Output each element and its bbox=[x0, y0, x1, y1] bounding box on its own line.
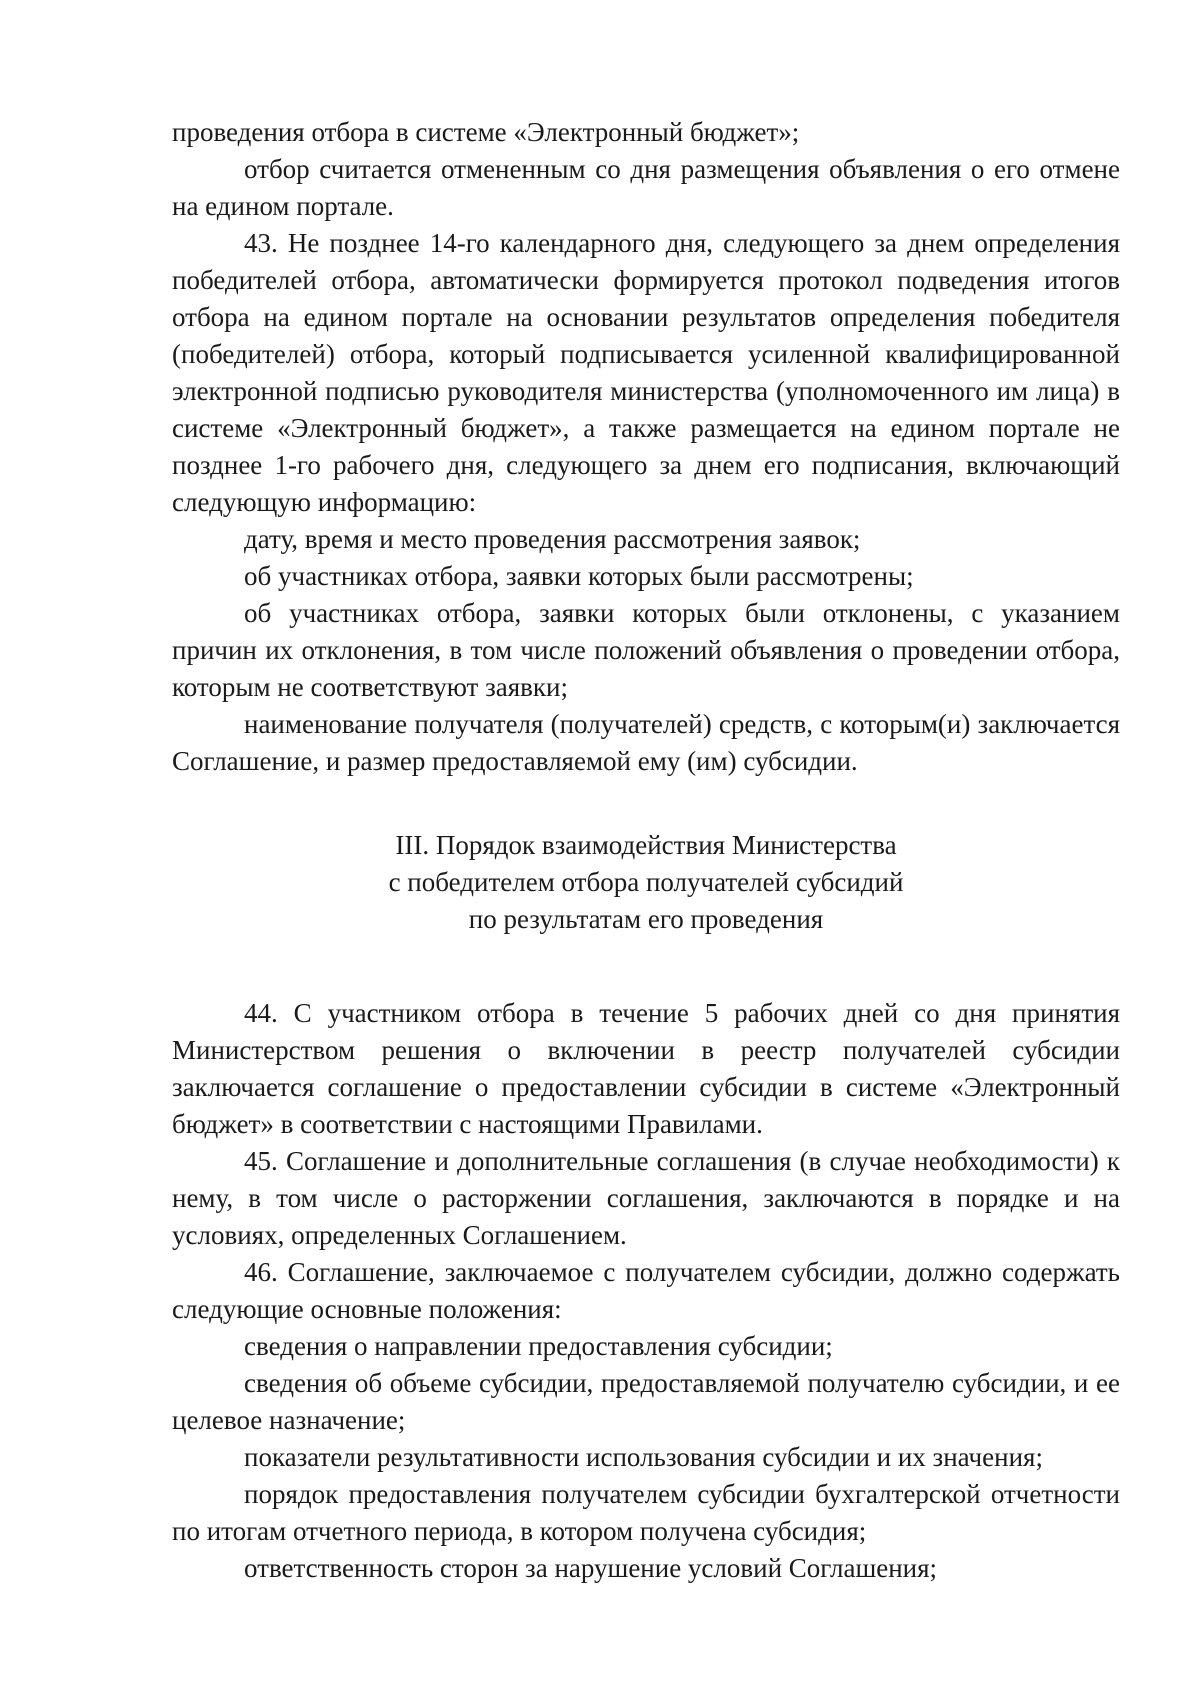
heading-line-2: с победителем отбора получателей субсидий bbox=[388, 867, 904, 897]
paragraph: дату, время и место проведения рассмотрения заявок; bbox=[244, 524, 861, 554]
paragraph: проведения отбора в системе «Электронный бюджет»; bbox=[172, 117, 800, 147]
paragraphs-after-heading bbox=[172, 995, 1120, 1587]
paragraph: об участниках отбора, заявки которых были рассмотрены; bbox=[244, 561, 914, 591]
paragraph: наименование получателя (получателей) средств, с которым(и) заключается Соглашение, и размер предоставляемой ему (им) субсидии. bbox=[172, 709, 1120, 776]
heading-line-3: по результатам его проведения bbox=[468, 904, 824, 934]
heading-line-1: III. Порядок взаимодействия Министерства bbox=[395, 830, 897, 860]
paragraph: сведения о направлении предоставления субсидии; bbox=[244, 1331, 833, 1361]
paragraph: отбор считается отмененным со дня размещения объявления о его отмене на едином портале. bbox=[172, 154, 1120, 221]
paragraph: 46. Соглашение, заключаемое с получателем субсидии, должно содержать следующие основные положения: bbox=[172, 1257, 1120, 1324]
paragraph: показатели результативности использования субсидии и их значения; bbox=[244, 1442, 1043, 1472]
document-page bbox=[172, 114, 1120, 1587]
paragraph: ответственность сторон за нарушение условий Соглашения; bbox=[244, 1553, 938, 1583]
paragraphs-before-heading bbox=[172, 114, 1120, 780]
paragraph: порядок предоставления получателем субсидии бухгалтерской отчетности по итогам отчетного периода, в котором получена субсидия; bbox=[172, 1479, 1120, 1546]
paragraph: сведения об объеме субсидии, предоставляемой получателю субсидии, и ее целевое назначение; bbox=[172, 1368, 1120, 1435]
section-heading bbox=[172, 827, 1120, 938]
paragraph: 44. С участником отбора в течение 5 рабочих дней со дня принятия Министерством решения о включении в реестр получателей субсидии заключается соглашение о предоставлении субсидии в системе «Электронный бюджет» в соответствии с настоящими Правилами. bbox=[172, 998, 1120, 1139]
paragraph: 43. Не позднее 14-го календарного дня, следующего за днем определения победителей отбора, автоматически формируется протокол подведения итогов отбора на едином портале на основании результатов определения победителя (победителей) отбора, который подписывается усиленной квалифицированной электронной подписью руководителя министерства (уполномоченного им лица) в системе «Электронный бюджет», а также размещается на едином портале не позднее 1-го рабочего дня, следующего за днем его подписания, включающий следующую информацию: bbox=[172, 228, 1120, 517]
paragraph: 45. Соглашение и дополнительные соглашения (в случае необходимости) к нему, в том числе о расторжении соглашения, заключаются в порядке и на условиях, определенных Соглашением. bbox=[172, 1146, 1120, 1250]
paragraph: об участниках отбора, заявки которых были отклонены, с указанием причин их отклонения, в том числе положений объявления о проведении отбора, которым не соответствуют заявки; bbox=[172, 598, 1120, 702]
